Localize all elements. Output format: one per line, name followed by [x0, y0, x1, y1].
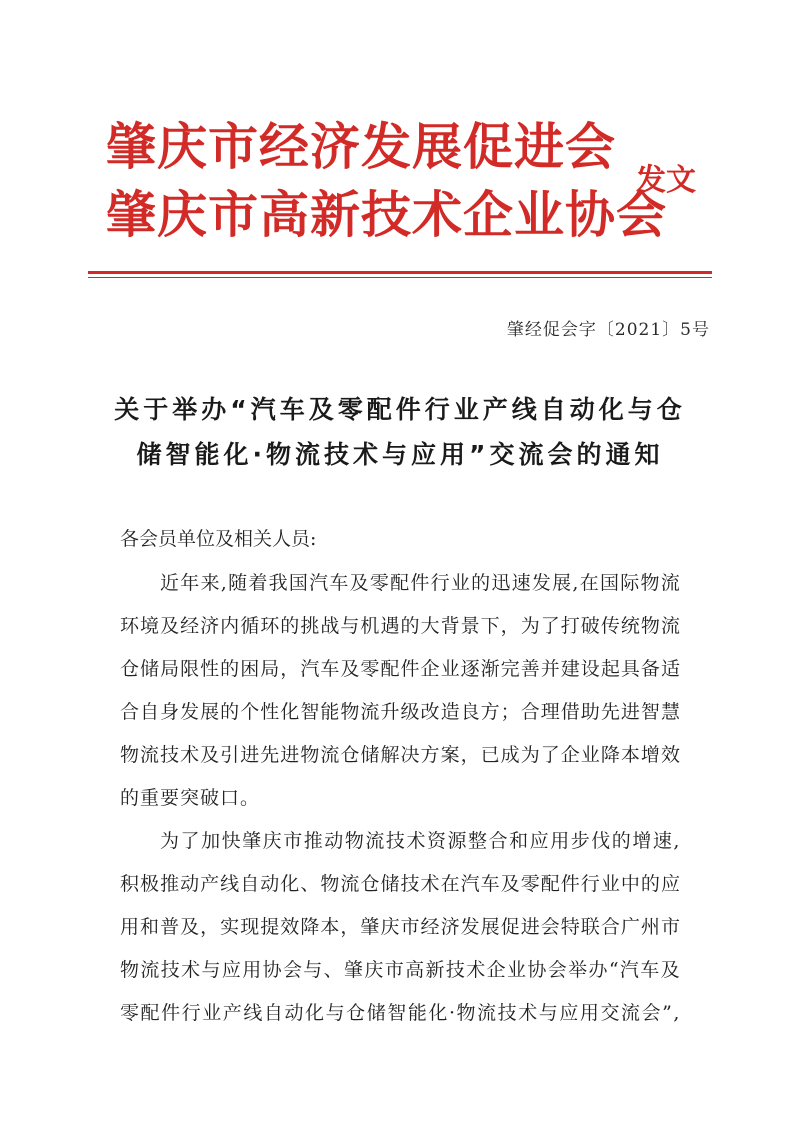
- letterhead-rule-thick: [88, 271, 712, 274]
- title-line-1: 关于举办“汽车及零配件行业产线自动化与仓: [114, 395, 686, 424]
- paragraph-2-line-1: 为了加快肇庆市推动物流技术资源整合和应用步伐的增速,: [160, 830, 681, 852]
- paragraph-2-line-2: 积极推动产线自动化、物流仓储技术在汽车及零配件行业中的应: [120, 873, 681, 895]
- title-line-2: 储智能化·物流技术与应用”交流会的通知: [136, 440, 664, 469]
- paragraph-2-line-3: 用和普及，实现提效降本，肇庆市经济发展促进会特联合广州市: [120, 916, 681, 938]
- paragraph-2-line-4: 物流技术与应用协会与、肇庆市高新技术企业协会举办“汽车及: [120, 959, 681, 981]
- salutation: 各会员单位及相关人员:: [120, 528, 317, 550]
- letterhead-rule-thin: [88, 277, 712, 278]
- paragraph-1-line-6: 的重要突破口。: [120, 787, 261, 809]
- document-number: 肇经促会字〔2021〕5号: [506, 320, 710, 340]
- paragraph-1-line-1: 近年来,随着我国汽车及零配件行业的迅速发展,在国际物流: [160, 572, 681, 594]
- paragraph-2-line-5: 零配件行业产线自动化与仓储智能化·物流技术与应用交流会”,: [120, 1002, 681, 1024]
- doc-type-label: 发文: [636, 163, 696, 198]
- paragraph-1-line-4: 合自身发展的个性化智能物流升级改造良方；合理借助先进智慧: [120, 701, 681, 723]
- issuer-name-1: 肇庆市经济发展促进会: [106, 118, 616, 176]
- paragraph-1-line-2: 环境及经济内循环的挑战与机遇的大背景下，为了打破传统物流: [120, 615, 681, 637]
- paragraph-1-line-3: 仓储局限性的困局，汽车及零配件企业逐渐完善并建设起具备适: [120, 658, 681, 680]
- paragraph-1-line-5: 物流技术及引进先进物流仓储解决方案，已成为了企业降本增效: [120, 744, 681, 766]
- issuer-name-2: 肇庆市高新技术企业协会: [106, 186, 667, 244]
